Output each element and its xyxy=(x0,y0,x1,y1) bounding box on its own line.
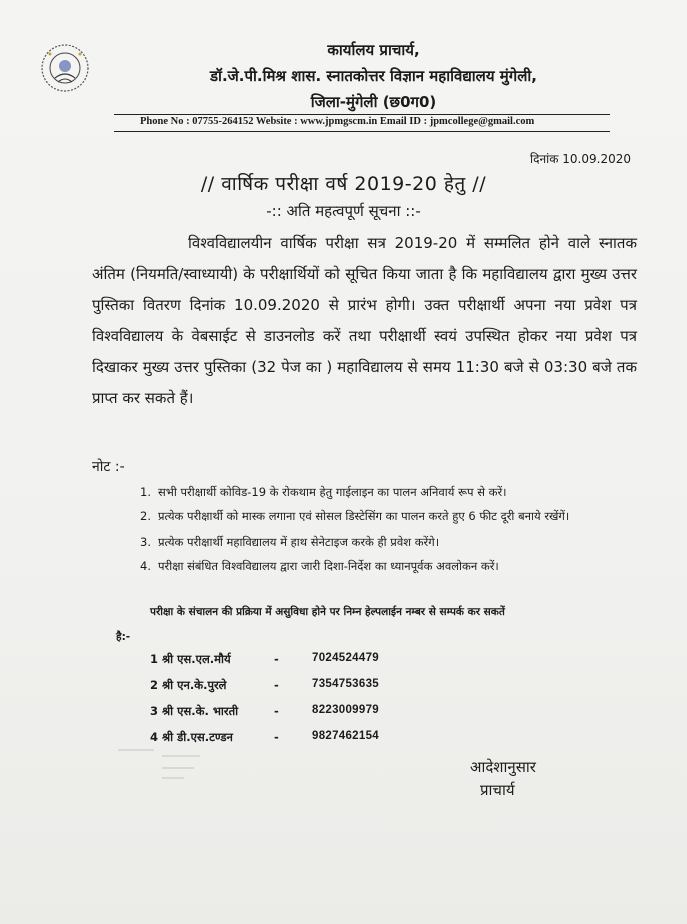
item-number: 4. xyxy=(140,559,151,573)
list-item xyxy=(140,556,620,576)
contact-name: 3 श्री एस.के. भारती xyxy=(150,704,239,718)
helpline-text-end: है:- xyxy=(116,631,131,643)
item-number: 1. xyxy=(140,485,151,499)
item-text: प्रत्येक परीक्षार्थी को मास्क लगाना एवं सोसल डिस्टेसिंग का पालन करते हुए 6 फीट दूरी बनाये रखेंगें। xyxy=(158,509,570,523)
notice-subtitle: -:: अति महत्वपूर्ण सूचना ::- xyxy=(266,202,421,220)
contact-dash: - xyxy=(274,730,279,744)
note-list xyxy=(140,482,620,576)
contact-row xyxy=(150,652,450,678)
district-line: जिला-मुंगेली (छ0ग0) xyxy=(310,93,437,111)
list-item xyxy=(140,532,620,552)
item-number: 2. xyxy=(140,509,151,523)
contact-phone: 8223009979 xyxy=(312,704,379,716)
contact-dash: - xyxy=(274,704,279,718)
notice-body: विश्वविद्यालयीन वार्षिक परीक्षा सत्र 2019-20 में सम्मलित होने वाले स्नातक अंतिम (नियमति/स्वाध्यायी) के परीक्षार्थियों को सूचित किया जाता है कि महाविद्यालय द्वारा मुख्य उत्तर पुस्तिका वितरण दिनांक 10.09.2020 से प्रारंभ होगी। उक्त परीक्षार्थी अपना नया प्रवेश पत्र विश्वविद्यालय के वेबसाईट से डाउनलोड करें तथा परीक्षार्थी स्वयं उपस्थित होकर नया प्रवेश पत्र दिखाकर मुख्य उत्तर पुस्तिका (32 पेज का ) महाविद्यालय से समय 11:30 बजे से 03:30 बजे तक प्राप्त कर सकते हैं। xyxy=(92,234,637,407)
contact-name: 4 श्री डी.एस.टण्डन xyxy=(150,730,233,744)
item-text: परीक्षा संबंधित विश्वविद्यालय द्वारा जारी दिशा-निर्देश का ध्यानपूर्वक अवलोकन करें। xyxy=(158,559,499,573)
contact-phone: 7024524479 xyxy=(312,652,379,664)
list-item xyxy=(140,506,620,526)
list-item xyxy=(140,482,620,502)
contact-phone: 9827462154 xyxy=(312,730,379,742)
helpline-contacts xyxy=(150,652,450,756)
contact-name: 1 श्री एस.एल.मौर्य xyxy=(150,652,231,666)
contact-line: Phone No : 07755-264152 Website : www.jpmgscm.in Email ID : jpmcollege@gmail.com xyxy=(140,116,535,127)
item-number: 3. xyxy=(140,535,151,549)
item-text: सभी परीक्षार्थी कोविड-19 के रोकथाम हेतु गाईलाइन का पालन अनिवार्य रूप से करें। xyxy=(158,485,507,499)
helpline-text: परीक्षा के संचालन की प्रक्रिया में असुविधा होने पर निम्न हेल्पलाईन नम्बर से सम्पर्क कर सकतें xyxy=(150,606,505,618)
notice-title: // वार्षिक परीक्षा वर्ष 2019-20 हेतु // xyxy=(200,173,487,195)
header-divider-bottom xyxy=(114,131,610,132)
contact-row xyxy=(150,678,450,704)
signature-order-line: आदेशानुसार xyxy=(470,758,536,776)
contact-dash: - xyxy=(274,678,279,692)
note-label: नोट :- xyxy=(92,459,125,475)
contact-dash: - xyxy=(274,652,279,666)
header-divider-top xyxy=(114,114,610,115)
signature-principal: प्राचार्य xyxy=(480,781,515,799)
contact-row xyxy=(150,704,450,730)
contact-name: 2 श्री एन.के.पुरले xyxy=(150,678,227,692)
notice-date: दिनांक 10.09.2020 xyxy=(530,152,631,166)
bleed-through-smudge xyxy=(114,742,204,802)
contact-phone: 7354753635 xyxy=(312,678,379,690)
office-title: कार्यालय प्राचार्य, xyxy=(327,41,420,59)
college-name: डॉ.जे.पी.मिश्र शास. स्नातकोत्तर विज्ञान महाविद्यालय मुंगेली, xyxy=(210,67,537,85)
item-text: प्रत्येक परीक्षार्थी महाविद्यालय में हाथ सेनेटाइज करके ही प्रवेश करेंगे। xyxy=(158,535,440,549)
